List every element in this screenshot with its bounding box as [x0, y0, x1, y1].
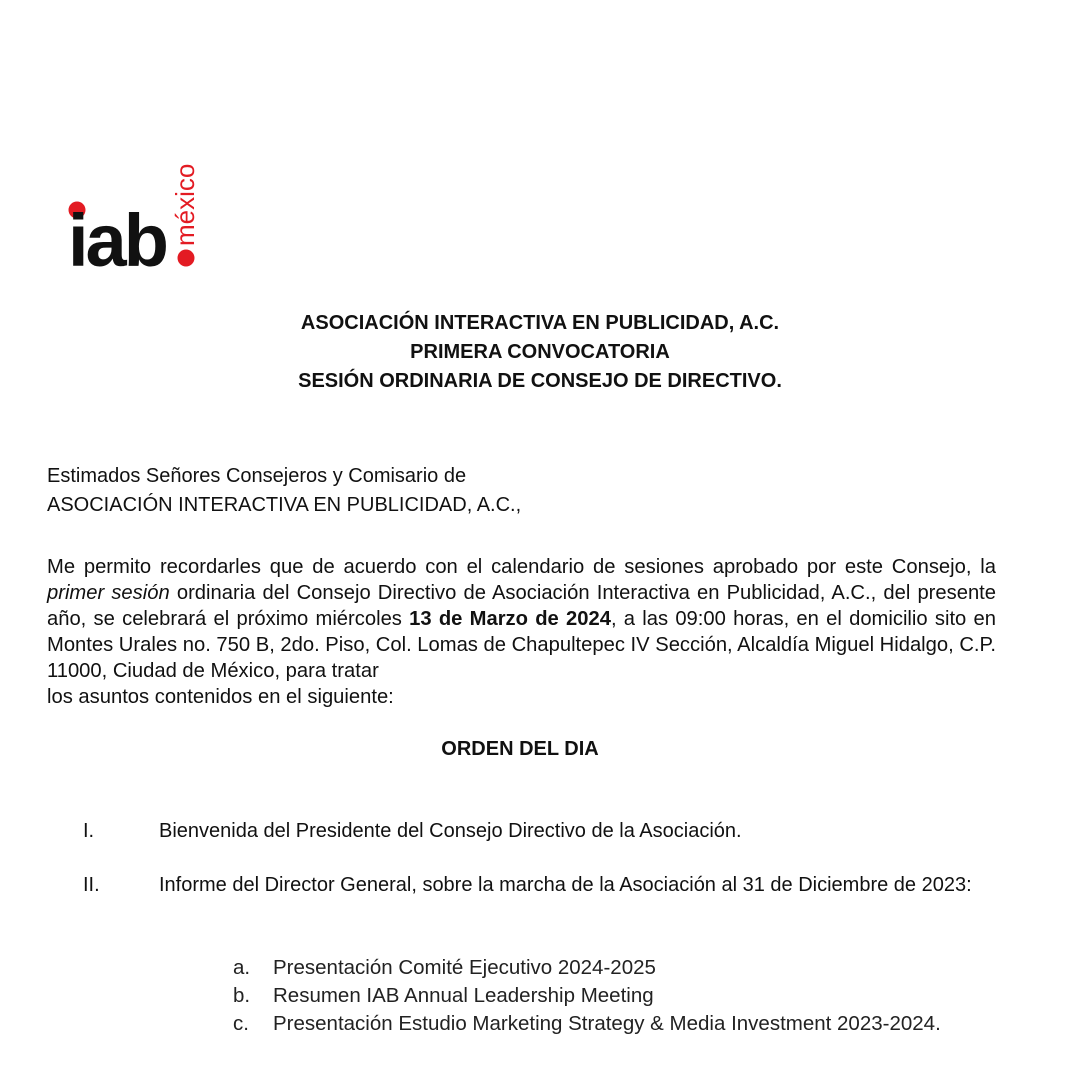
greeting-line-1: Estimados Señores Consejeros y Comisario de	[47, 465, 467, 487]
iab-mexico-logo	[68, 150, 203, 270]
agenda-title: ORDEN DEL DIA	[441, 738, 599, 760]
agenda-item-text: Informe del Director General, sobre la marcha de la Asociación al 31 de Diciembre de 2023:	[159, 874, 972, 896]
logo-dot-mexico	[178, 250, 195, 267]
body-text-2: ordinaria del Consejo Directivo de Asociación Interactiva en Publicidad, A.C., del presente año, se celebrará el próximo miércoles	[47, 582, 997, 630]
body-text-3: , a las 09:00 horas, en el domicilio sito en Montes Urales no. 750 B, 2do. Piso, Col. Lomas de Chapultepec IV Sección, Alcaldía Miguel Hidalgo, C.P. 11000, Ciudad de México, para tratar	[47, 608, 996, 682]
subitem-text: Presentación Comité Ejecutivo 2024-2025	[273, 956, 656, 979]
logo-graphic	[68, 150, 203, 270]
subitem-text: Resumen IAB Annual Leadership Meeting	[273, 984, 654, 1007]
subitem-text: Presentación Estudio Marketing Strategy & Media Investment 2023-2024.	[273, 1012, 941, 1035]
document-title	[0, 309, 1080, 396]
agenda-item-number: II.	[83, 874, 100, 896]
title-line-2: PRIMERA CONVOCATORIA	[410, 341, 670, 363]
greeting-line-2: ASOCIACIÓN INTERACTIVA EN PUBLICIDAD, A.C.,	[47, 494, 522, 516]
subitem-letter: a.	[233, 956, 251, 979]
logo-suffix: méxico	[170, 163, 200, 246]
agenda-item-number: I.	[83, 820, 95, 842]
body-text-1: Me permito recordarles que de acuerdo con el calendario de sesiones aprobado por este Consejo, la	[47, 556, 996, 578]
body-paragraph	[47, 554, 996, 710]
title-line-3: SESIÓN ORDINARIA DE CONSEJO DE DIRECTIVO.	[298, 370, 782, 392]
greeting	[47, 462, 521, 520]
subitem-letter: b.	[233, 984, 251, 1007]
body-italic: primer sesión	[47, 582, 170, 604]
body-text-4: los asuntos contenidos en el siguiente:	[47, 686, 394, 708]
agenda-item-text: Bienvenida del Presidente del Consejo Directivo de la Asociación.	[159, 820, 742, 842]
logo-wordmark: iab	[68, 199, 166, 270]
title-line-1: ASOCIACIÓN INTERACTIVA EN PUBLICIDAD, A.C.	[300, 312, 780, 334]
subitem-letter: c.	[233, 1012, 249, 1035]
meeting-date: 13 de Marzo de 2024	[409, 608, 611, 630]
